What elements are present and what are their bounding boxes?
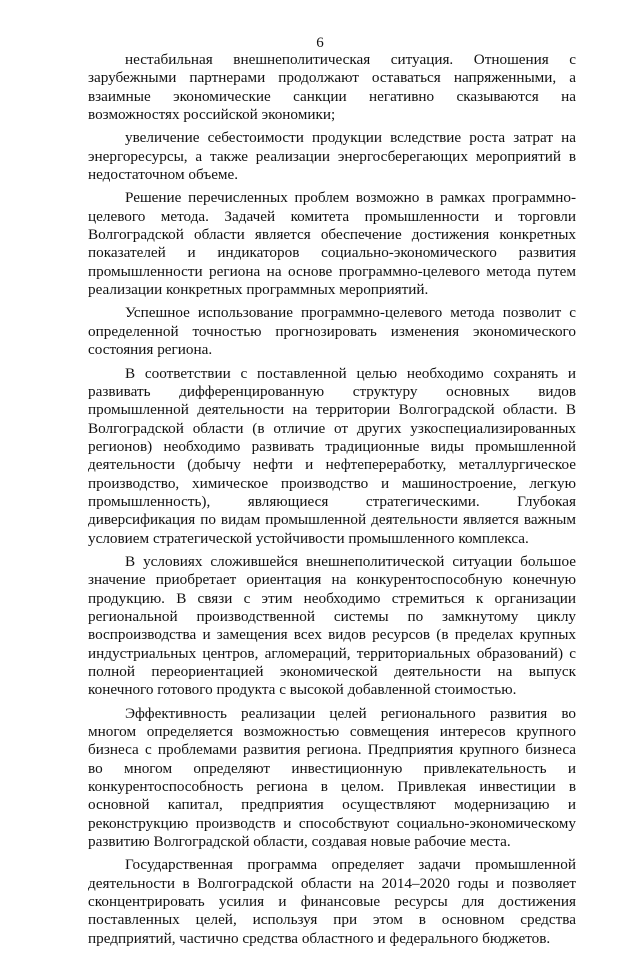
body-text bbox=[88, 51, 576, 953]
page-number: 6 bbox=[316, 35, 324, 51]
paragraph: В условиях сложившейся внешнеполитической ситуации большое значение приобретает ориентация на конкурентоспособную конечную продукцию. В связи с этим необходимо стремиться к организации региональной производственной системы по замкнутому циклу воспроизводства и замещения всех видов ресурсов (в пределах крупных индустриальных центров, агломераций, территориальных образований) с полной переориентацией экономической деятельности на выпуск конечного готового продукта с высокой добавленной стоимостью. bbox=[88, 552, 576, 699]
paragraph: увеличение себестоимости продукции вследствие роста затрат на энергоресурсы, а также реализации энергосберегающих мероприятий в недостаточном объеме. bbox=[88, 129, 576, 184]
paragraph: В соответствии с поставленной целью необходимо сохранять и развивать дифференцированную структуру основных видов промышленной деятельности на территории Волгоградской области. В Волгоградской области (в отличие от других узкоспециализированных регионов) необходимо развивать традиционные виды промышленной деятельности (добычу нефти и нефтепереработку, металлургическое производство, химическое производство и машиностроение, легкую промышленность), являющиеся стратегическими. Глубокая диверсификация по видам промышленной деятельности является важным условием стратегической устойчивости промышленного комплекса. bbox=[88, 364, 576, 547]
paragraph: Успешное использование программно-целевого метода позволит с определенной точностью прогнозировать изменения экономического состояния региона. bbox=[88, 304, 576, 359]
paragraph: Государственная программа определяет задачи промышленной деятельности в Волгоградской области на 2014–2020 годы и позволяет сконцентрировать усилия и финансовые ресурсы для достижения поставленных целей, используя при этом в основном средства предприятий, частично средства областного и федерального бюджетов. bbox=[88, 856, 576, 947]
paragraph: Решение перечисленных проблем возможно в рамках программно-целевого метода. Задачей комитета промышленности и торговли Волгоградской области является обеспечение достижения конкретных показателей и индикаторов социально-экономического развития промышленности региона на основе программно-целевого метода путем реализации конкретных программных мероприятий. bbox=[88, 189, 576, 299]
paragraph: Эффективность реализации целей регионального развития во многом определяется возможностью совмещения интересов крупного бизнеса с проблемами развития региона. Предприятия крупного бизнеса во многом определяют инвестиционную привлекательность и конкурентоспособность региона в целом. Привлекая инвестиции в основной капитал, предприятия осуществляют модернизацию и реконструкцию производств и способствуют социально-экономическому развитию Волгоградской области, создавая новые рабочие места. bbox=[88, 704, 576, 851]
paragraph: нестабильная внешнеполитическая ситуация. Отношения с зарубежными партнерами продолжают оставаться напряженными, а взаимные экономические санкции негативно сказываются на возможностях российской экономики; bbox=[88, 51, 576, 124]
